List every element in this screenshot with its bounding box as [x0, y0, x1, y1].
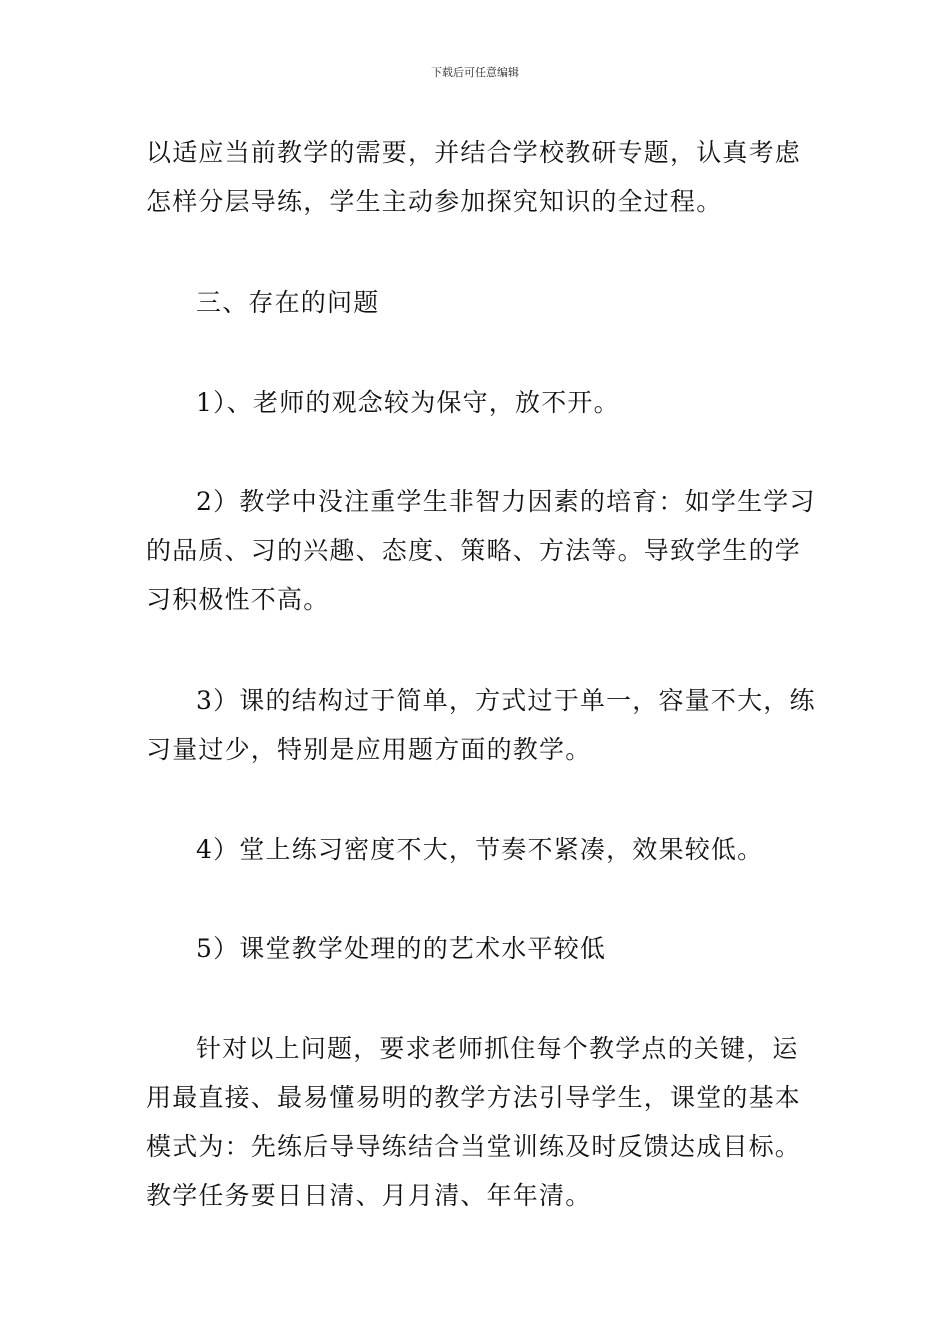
text-line: 3）课的结构过于简单，方式过于单一，容量不大，练: [196, 686, 816, 715]
text-line: 习量过少，特别是应用题方面的教学。: [146, 735, 592, 764]
text-line: 的品质、习的兴趣、态度、策略、方法等。导致学生的学: [146, 536, 802, 565]
paragraph-continuation: [146, 128, 801, 226]
text-line: 4）堂上练习密度不大，节奏不紧凑，效果较低。: [196, 835, 764, 864]
solution-paragraph: [146, 1024, 801, 1220]
text-line: 模式为：先练后导导练结合当堂训练及时反馈达成目标。: [146, 1132, 802, 1161]
text-line: 习积极性不高。: [146, 585, 330, 614]
text-line: 1）、老师的观念较为保守，放不开。: [196, 388, 620, 417]
problem-item-1: [146, 378, 620, 427]
problem-item-4: [146, 825, 763, 874]
section-heading: [146, 278, 379, 327]
text-line: 教学任务要日日清、月月清、年年清。: [146, 1181, 592, 1210]
text-line: 针对以上问题，要求老师抓住每个教学点的关键，运: [196, 1034, 799, 1063]
text-line: 用最直接、最易懂易明的教学方法引导学生，课堂的基本: [146, 1083, 802, 1112]
text-line: 三、存在的问题: [196, 288, 380, 317]
problem-item-5: [146, 924, 606, 973]
problem-item-3: [146, 676, 816, 774]
problem-item-2: [146, 477, 816, 624]
text-line: 2）教学中没注重学生非智力因素的培育：如学生学习: [196, 487, 816, 516]
text-line: 5）课堂教学处理的的艺术水平较低: [196, 934, 607, 963]
text-line: 以适应当前教学的需要，并结合学校教研专题，认真考虑: [146, 138, 802, 167]
text-line: 怎样分层导练，学生主动参加探究知识的全过程。: [146, 187, 723, 216]
page-header-note: 下载后可任意编辑: [431, 66, 519, 79]
